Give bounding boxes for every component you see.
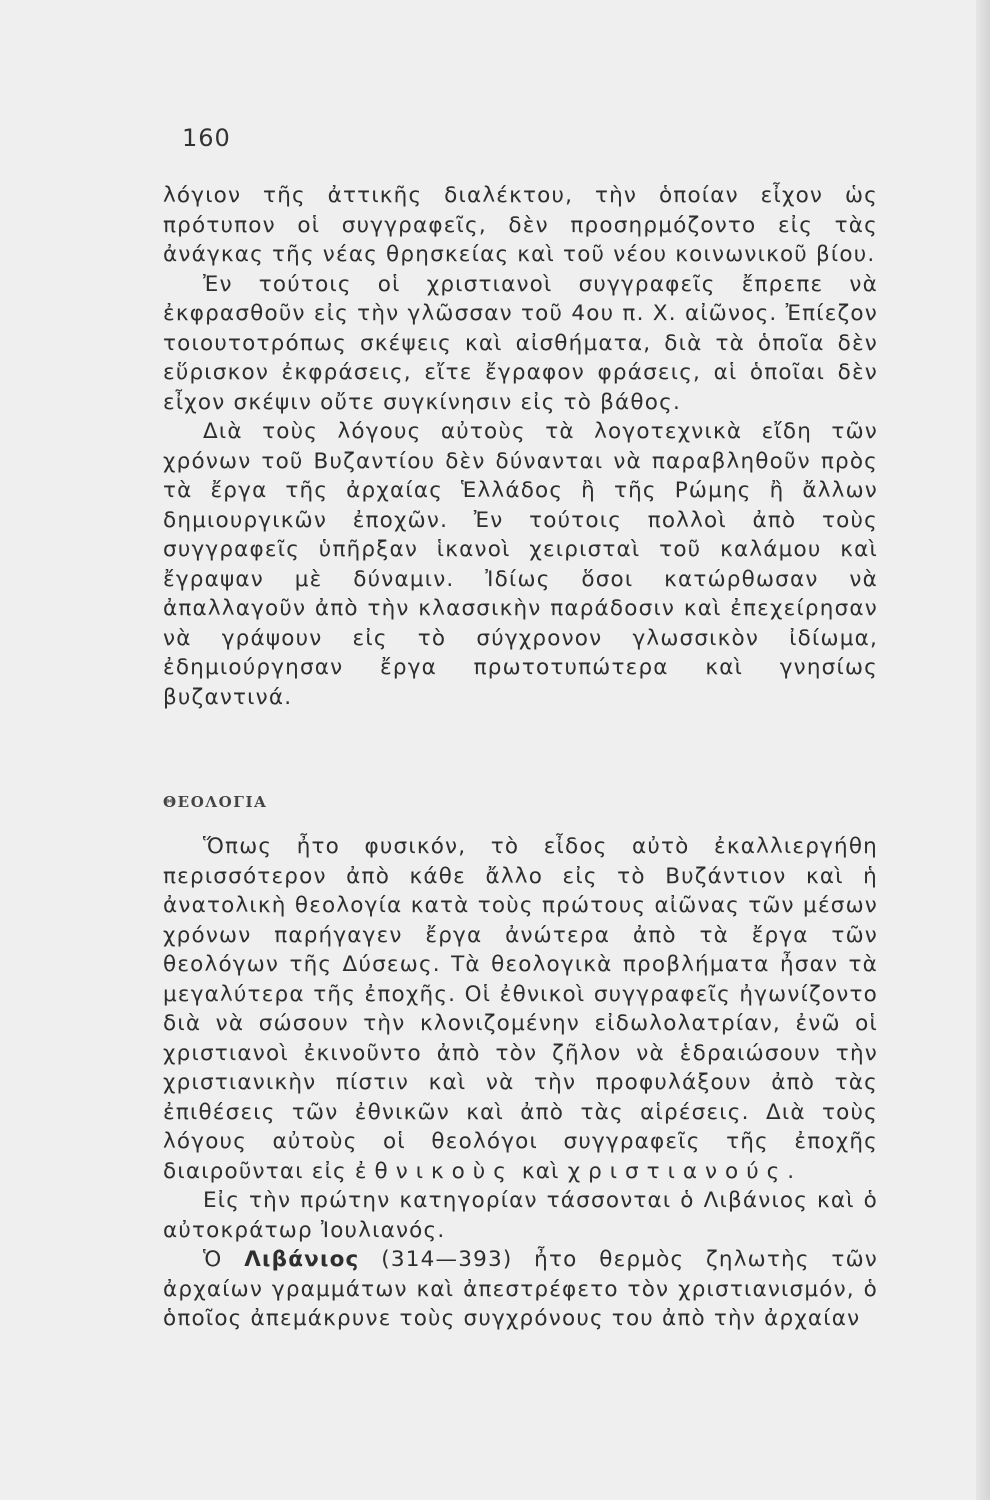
conjunction: καὶ (521, 1158, 560, 1184)
person-name: Λιβάνιος (244, 1247, 360, 1272)
paragraph-text: Ὅπως ἦτο φυσικόν, τὸ εἶδος αὐτὸ ἐκαλλιεργήθη περισσότερον ἀπὸ κάθε ἄλλο εἰς τὸ Βυζάντιον καὶ ἡ ἀνατολικὴ θεολογία κατὰ τοὺς πρώτους αἰῶνας τῶν μέσων χρόνων παρήγαγεν ἔργα ἀνώτερα ἀπὸ τὰ ἔργα τῶν θεολόγων τῆς Δύσεως. Τὰ θεολογικὰ προβλήματα ἦσαν τὰ μεγαλύτερα τῆς ἐποχῆς. Οἱ ἐθνικοὶ συγγραφεῖς ἠγωνίζοντο διὰ νὰ σώσουν τὴν κλονιζομένην εἰδωλολατρίαν, ἐνῶ οἱ χριστιανοὶ ἐκινοῦντο ἀπὸ τὸν ζῆλον νὰ ἑδραιώσουν τὴν χριστιανικὴν πίστιν καὶ νὰ τὴν προφυλάξουν ἀπὸ τὰς ἐπιθέσεις τῶν ἐθνικῶν καὶ ἀπὸ τὰς αἱρέσεις. Διὰ τοὺς λόγους αὐτοὺς οἱ θεολόγοι συγγραφεῖς τῆς ἐποχῆς διαιροῦνται εἰς (163, 834, 878, 1184)
page-edge (976, 0, 990, 1500)
text-block-theology (163, 832, 878, 1334)
text-block-intro (163, 181, 878, 712)
spaced-word: ἐθνικοὺς (354, 1158, 514, 1184)
section-heading: ΘΕΟΛΟΓΙΑ (163, 793, 268, 811)
page-number: 160 (182, 124, 231, 152)
paragraph: Διὰ τοὺς λόγους αὐτοὺς τὰ λογοτεχνικὰ εἴδη τῶν χρόνων τοῦ Βυζαντίου δὲν δύνανται νὰ παραβληθοῦν πρὸς τὰ ἔργα τῆς ἀρχαίας Ἑλλάδος ἢ τῆς Ρώμης ἢ ἄλλων δημιουργικῶν ἐποχῶν. Ἐν τούτοις πολλοὶ ἀπὸ τοὺς συγγραφεῖς ὑπῆρξαν ἱκανοὶ χειρισταὶ τοῦ καλάμου καὶ ἔγραψαν μὲ δύναμιν. Ἰδίως ὅσοι κατώρθωσαν νὰ ἀπαλλαγοῦν ἀπὸ τὴν κλασσικὴν παράδοσιν καὶ ἐπεχείρησαν νὰ γράψουν εἰς τὸ σύγχρονον γλωσσικὸν ἰδίωμα, ἐδημιούργησαν ἔργα πρωτοτυπώτερα καὶ γνησίως βυζαντινά. (163, 419, 878, 710)
punctuation: . (787, 1158, 796, 1184)
paragraph: λόγιον τῆς ἀττικῆς διαλέκτου, τὴν ὁποίαν εἶχον ὡς πρότυπον οἱ συγγραφεῖς, δὲν προσηρμόζοντο εἰς τὰς ἀνάγκας τῆς νέας θρησκείας καὶ τοῦ νέου κοινωνικοῦ βίου. (163, 183, 878, 267)
paragraph (163, 1245, 878, 1334)
spaced-word: χριστιανούς (567, 1158, 788, 1184)
paragraph (163, 832, 878, 1186)
paragraph: Εἰς τὴν πρώτην κατηγορίαν τάσσονται ὁ Λιβάνιος καὶ ὁ αὐτοκράτωρ Ἰουλιανός. (163, 1188, 878, 1243)
article: Ὁ (203, 1247, 223, 1272)
paragraph: Ἐν τούτοις οἱ χριστιανοὶ συγγραφεῖς ἔπρεπε νὰ ἐκφρασθοῦν εἰς τὴν γλῶσσαν τοῦ 4ου π. Χ. αἰῶνος. Ἐπίεζον τοιουτοτρόπως σκέψεις καὶ αἰσθήματα, διὰ τὰ ὁποῖα δὲν εὕρισκον ἐκφράσεις, εἴτε ἔγραφον φράσεις, αἱ ὁποῖαι δὲν εἶχον σκέψιν οὔτε συγκίνησιν εἰς τὸ βάθος. (163, 271, 878, 415)
paragraph-text: (314—393) ἦτο θερμὸς ζηλωτὴς τῶν ἀρχαίων γραμμάτων καὶ ἀπεστρέφετο τὸν χριστιανισμόν, ὁ ὁποῖος ἀπεμάκρυνε τοὺς συγχρόνους του ἀπὸ τὴν ἀρχαίαν (163, 1247, 878, 1331)
